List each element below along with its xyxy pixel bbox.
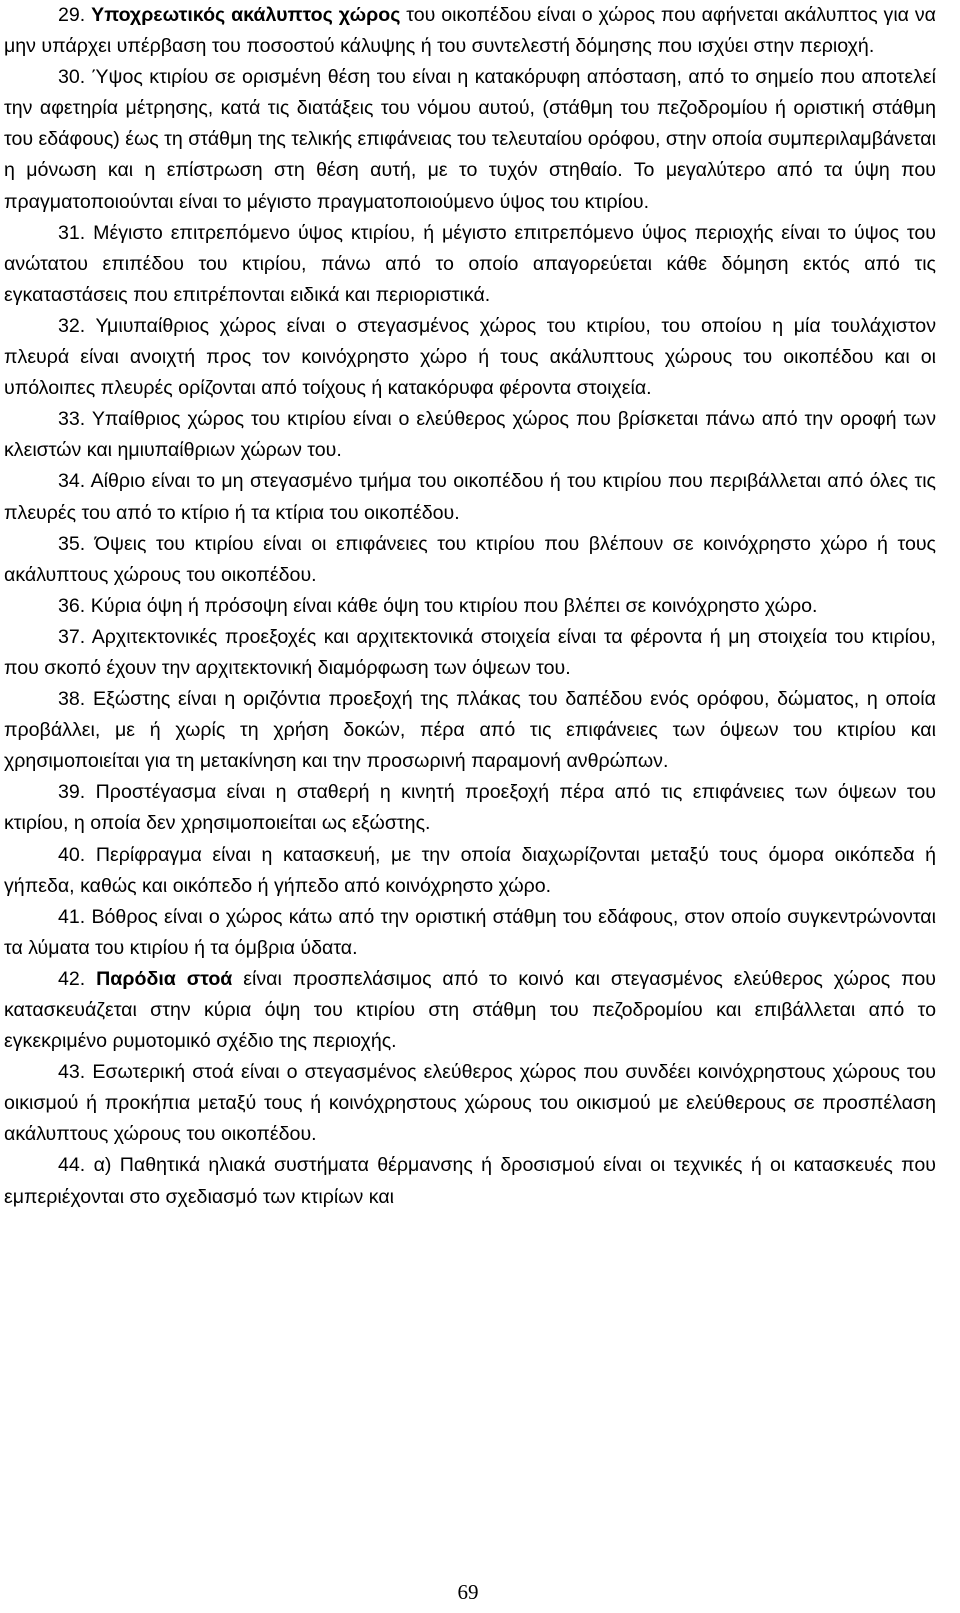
paragraph-36 <box>4 591 936 622</box>
paragraph-number: 35. <box>58 532 86 555</box>
paragraph-33 <box>4 404 936 466</box>
paragraph-number: 41. <box>58 905 86 928</box>
paragraph-text: α) Παθητικά ηλιακά συστήματα θέρμανσης ή δροσισμού είναι οι τεχνικές ή οι κατασκευές που εμπεριέχονται στο σχεδιασμό των κτιρίων και <box>4 1154 936 1208</box>
paragraph-42 <box>4 964 936 1057</box>
paragraph-number: 31. <box>58 221 86 244</box>
paragraph-text: του οικοπέδου είναι ο χώρος που αφήνεται ακάλυπτος για να μην υπάρχει υπέρβαση του ποσοστού κάλυψης ή του συντελεστή δόμησης που ισχύει στην περιοχή. <box>4 4 936 58</box>
paragraph-text: Αρχιτεκτονικές προεξοχές και αρχιτεκτονικά στοιχεία είναι τα φέροντα ή μη στοιχεία του κτιρίου, που σκοπό έχουν την αρχιτεκτονική διαμόρφωση των όψεων του. <box>4 625 936 679</box>
paragraph-number: 43. <box>58 1061 86 1084</box>
paragraph-text: Ύψος κτιρίου σε ορισμένη θέση του είναι η κατακόρυφη απόσταση, από το σημείο που αποτελεί την αφετηρία μέτρησης, κατά τις διατάξεις του νόμου αυτού, (στάθμη του πεζοδρομίου ή οριστική στάθμη του εδάφους) έως τη στάθμη της τελικής επιφάνειας του τελευταίου ορόφου, στην οποία συμπεριλαμβάνεται η μόνωση και η επίστρωση στη θέση αυτή, με το τυχόν στηθαίο. Το μεγαλύτερο από τα ύψη που πραγματοποιούνται είναι το μέγιστο πραγματοποιούμενο ύψος του κτιρίου. <box>4 66 937 213</box>
paragraph-text: Υμιυπαίθριος χώρος είναι ο στεγασμένος χώρος του κτιρίου, του οποίου η μία τουλάχιστον πλευρά είναι ανοιχτή προς τον κοινόχρηστο χώρο ή τους ακάλυπτους χώρους του οικοπέδου και οι υπόλοιπες πλευρές ορίζονται από τοίχους ή κατακόρυφα φέροντα στοιχεία. <box>4 314 936 400</box>
paragraph-29 <box>4 0 936 62</box>
paragraph-number: 29. <box>58 4 86 26</box>
paragraph-number: 40. <box>58 843 86 866</box>
paragraph-number: 32. <box>58 314 86 337</box>
paragraph-number: 44. <box>58 1154 86 1177</box>
paragraph-37 <box>4 622 936 684</box>
paragraph-text: Εσωτερική στοά είναι ο στεγασμένος ελεύθερος χώρος που συνδέει κοινόχρηστους χώρους του οικισμού ή προκήπια μεταξύ τους ή κοινόχρηστους χώρους του οικισμού με ελεύθερους σε προσπέλαση ακάλυπτους χώρους του οικοπέδου. <box>4 1061 936 1146</box>
document-body <box>4 0 936 1213</box>
defined-term: Υποχρεωτικός ακάλυπτος χώρος <box>91 4 401 26</box>
paragraph-41 <box>4 902 936 964</box>
paragraph-32 <box>4 311 936 404</box>
paragraph-number: 36. <box>58 594 86 617</box>
paragraph-text: Αίθριο είναι το μη στεγασμένο τμήμα του οικοπέδου ή του κτιρίου που περιβάλλεται από όλες τις πλευρές του από το κτίριο ή τα κτίρια του οικοπέδου. <box>4 470 936 524</box>
paragraph-text: Μέγιστο επιτρεπόμενο ύψος κτιρίου, ή μέγιστο επιτρεπόμενο ύψος περιοχής είναι το ύψος του ανώτατου επιπέδου του κτιρίου, πάνω από το οποίο απαγορεύεται κάθε δόμηση εκτός από τις εγκαταστάσεις που επιτρέπονται ειδικά και περιοριστικά. <box>4 221 936 306</box>
paragraph-text: είναι προσπελάσιμος από το κοινό και στεγασμένος ελεύθερος χώρος που κατασκευάζεται στην κύρια όψη του κτιρίου στη στάθμη του πεζοδρομίου και επιβάλλεται από το εγκεκριμένο ρυμοτομικό σχέδιο της περιοχής. <box>4 967 937 1053</box>
paragraph-39 <box>4 777 936 839</box>
paragraph-number: 30. <box>58 66 86 89</box>
paragraph-text: Όψεις του κτιρίου είναι οι επιφάνειες του κτιρίου που βλέπουν σε κοινόχρηστο χώρο ή τους ακάλυπτους χώρους του οικοπέδου. <box>4 532 936 586</box>
paragraph-number: 42. <box>58 967 86 990</box>
defined-term: Παρόδια στοά <box>96 967 233 990</box>
paragraph-number: 39. <box>58 781 86 804</box>
page-number: 69 <box>457 1580 479 1604</box>
paragraph-text: Εξώστης είναι η οριζόντια προεξοχή της πλάκας του δαπέδου ενός ορόφου, δώματος, η οποία προβάλλει, με ή χωρίς τη χρήση δοκών, πέρα από τις επιφάνειες των όψεων του κτιρίου και χρησιμοποιείται για τη μετακίνηση και την προσωρινή παραμονή ανθρώπων. <box>4 688 936 773</box>
paragraph-text: Περίφραγμα είναι η κατασκευή, με την οποία διαχωρίζονται μεταξύ τους όμορα οικόπεδα ή γήπεδα, καθώς και οικόπεδο ή γήπεδο από κοινόχρηστο χώρο. <box>4 843 937 897</box>
paragraph-40 <box>4 840 936 902</box>
paragraph-38 <box>4 684 936 777</box>
paragraph-text: Κύρια όψη ή πρόσοψη είναι κάθε όψη του κτιρίου που βλέπει σε κοινόχρηστο χώρο. <box>90 594 818 617</box>
paragraph-number: 38. <box>58 688 86 711</box>
paragraph-text: Βόθρος είναι ο χώρος κάτω από την οριστική στάθμη του εδάφους, στον οποίο συγκεντρώνονται τα λύματα του κτιρίου ή τα όμβρια ύδατα. <box>4 905 936 959</box>
paragraph-44 <box>4 1150 936 1212</box>
paragraph-35 <box>4 529 936 591</box>
paragraph-text: Υπαίθριος χώρος του κτιρίου είναι ο ελεύθερος χώρος που βρίσκεται πάνω από την οροφή των κλειστών και ημιυπαίθριων χώρων του. <box>4 408 936 462</box>
paragraph-34 <box>4 466 936 528</box>
paragraph-43 <box>4 1057 936 1150</box>
paragraph-number: 34. <box>58 470 86 493</box>
paragraph-text: Προστέγασμα είναι η σταθερή η κινητή προεξοχή πέρα από τις επιφάνειες των όψεων του κτιρίου, η οποία δεν χρησιμοποιείται ως εξώστης. <box>4 781 936 835</box>
paragraph-30 <box>4 62 936 217</box>
paragraph-number: 33. <box>58 408 86 431</box>
paragraph-number: 37. <box>58 625 86 648</box>
paragraph-31 <box>4 218 936 311</box>
